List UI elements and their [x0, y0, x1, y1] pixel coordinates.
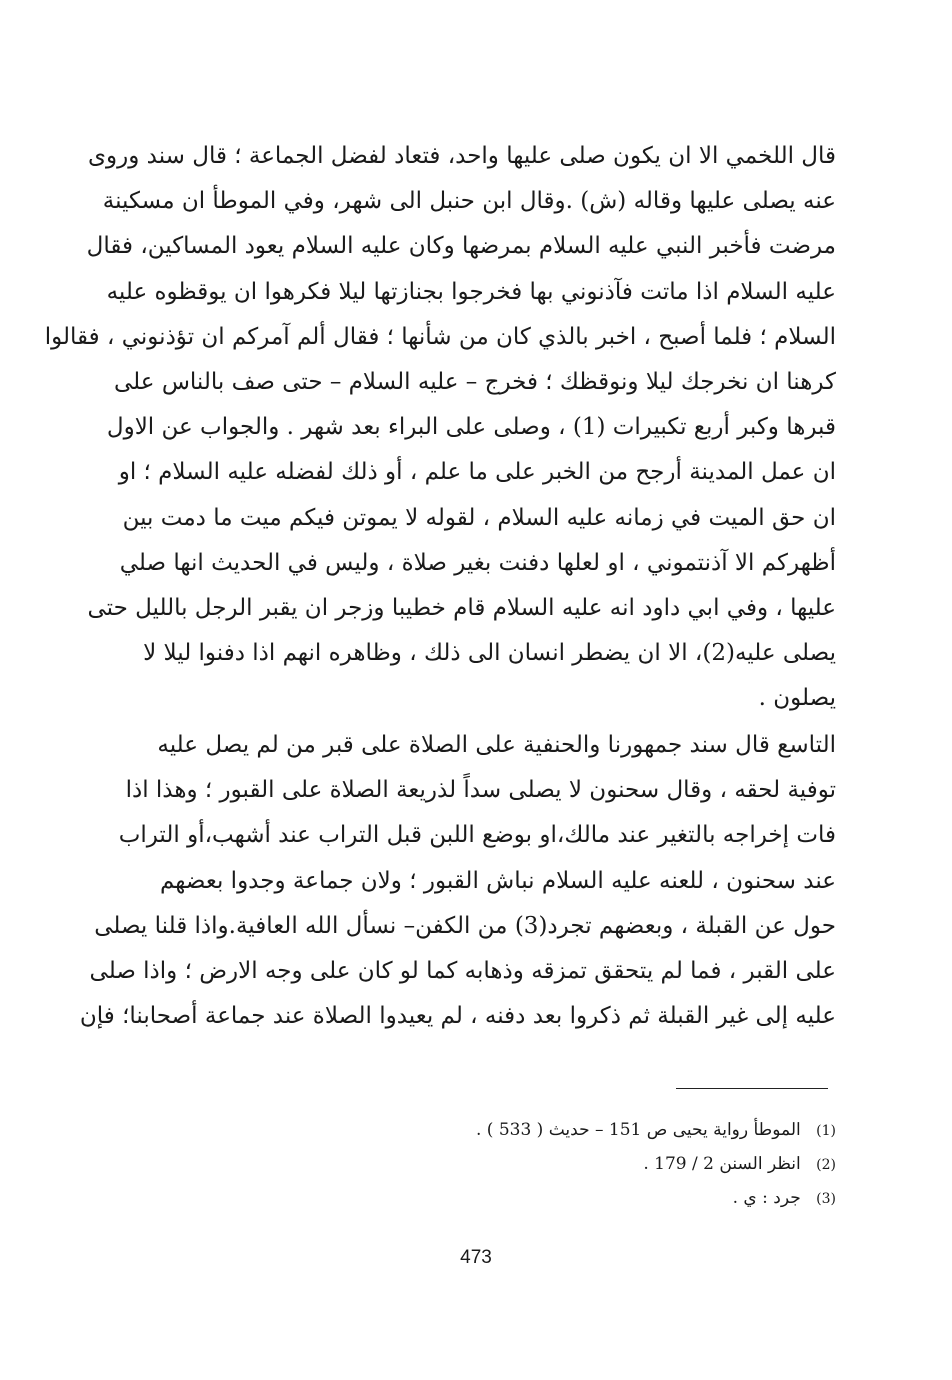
text-line: فات إخراجه بالتغير عند مالك،او بوضع اللبن قبل التراب عند أشهب،أو التراب — [118, 822, 836, 849]
text-line: كرهنا ان نخرجك ليلا ونوقظك ؛ فخرج – عليه السلام – حتى صف بالناس على — [114, 368, 836, 395]
footnotes — [360, 1114, 836, 1216]
paragraph-1 — [44, 134, 836, 721]
paragraph-2 — [79, 723, 836, 1039]
text-line: التاسع قال سند جمهورنا والحنفية على الصلاة على قبر من لم يصل عليه — [157, 732, 836, 758]
footnote-divider — [676, 1088, 828, 1089]
text-line: عليه إلى غير القبلة ثم ذكروا بعد دفنه ، لم يعيدوا الصلاة عند جماعة أصحابنا؛ فإن — [79, 1003, 836, 1030]
footnote-number: (2) — [816, 1157, 836, 1173]
text-line: قال اللخمي الا ان يكون صلى عليها واحد، فتعاد لفضل الجماعة ؛ قال سند وروى — [88, 143, 836, 169]
text-line: يصلون . — [758, 685, 836, 712]
footnote-number: (1) — [816, 1123, 836, 1139]
text-line: حول عن القبلة ، وبعضهم تجرد(3) من الكفن– نسأل الله العافية.واذا قلنا يصلى — [94, 912, 836, 939]
text-line: ان حق الميت في زمانه عليه السلام ، لقوله لا يموتن فيكم ميت ما دمت بين — [122, 504, 836, 531]
text-line: السلام ؛ فلما أصبح ، اخبر بالذي كان من شأنها ؛ فقال ألم آمركم ان تؤذنوني ، فقالوا — [44, 323, 836, 350]
text-line: ان عمل المدينة أرجح من الخبر على ما علم ، أو ذلك لفضله عليه السلام ؛ او — [118, 459, 836, 486]
footnote-3 — [360, 1182, 836, 1216]
footnote-text: الموطأ رواية يحيى ص 151 – حديث ( 533 ) . — [475, 1120, 801, 1140]
page-number: 473 — [460, 1247, 492, 1268]
footnote-text: انظر السنن 2 / 179 . — [643, 1154, 801, 1174]
text-line: عليه السلام اذا ماتت فآذنوني بها فخرجوا بجنازتها ليلا فكرهوا ان يوقظوه عليه — [106, 278, 836, 305]
text-line: يصلى عليه(2)، الا ان يضطر انسان الى ذلك ، وظاهره انهم اذا دفنوا ليلا لا — [143, 640, 836, 667]
text-line: أظهركم الا آذنتموني ، او لعلها دفنت بغير صلاة ، وليس في الحديث انها صلي — [119, 549, 836, 576]
footnote-2 — [360, 1148, 836, 1182]
footnote-1 — [360, 1114, 836, 1148]
text-line: على القبر ، فما لم يتحقق تمزقه وذهابه كما لو كان على وجه الارض ؛ واذا صلى — [89, 957, 836, 984]
text-line: عند سحنون ، للعنه عليه السلام نباش القبور ؛ ولان جماعة وجدوا بعضهم — [160, 867, 836, 894]
text-line: مرضت فأخبر النبي عليه السلام بمرضها وكان عليه السلام يعود المساكين، فقال — [86, 233, 836, 260]
text-line: قبرها وكبر أربع تكبيرات (1) ، وصلى على البراء بعد شهر . والجواب عن الاول — [106, 414, 836, 441]
footnote-text: جرد : ي . — [732, 1188, 801, 1208]
text-line: توفية لحقه ، وقال سحنون لا يصلى سداً لذريعة الصلاة على القبور ؛ وهذا اذا — [125, 777, 836, 804]
footnote-number: (3) — [816, 1191, 836, 1207]
text-line: عليها ، وفي ابي داود انه عليه السلام قام خطيبا وزجر ان يقبر الرجل بالليل حتى — [87, 594, 836, 621]
text-line: عنه يصلى عليها وقاله (ش) .وقال ابن حنبل الى شهر، وفي الموطأ ان مسكينة — [102, 188, 836, 215]
